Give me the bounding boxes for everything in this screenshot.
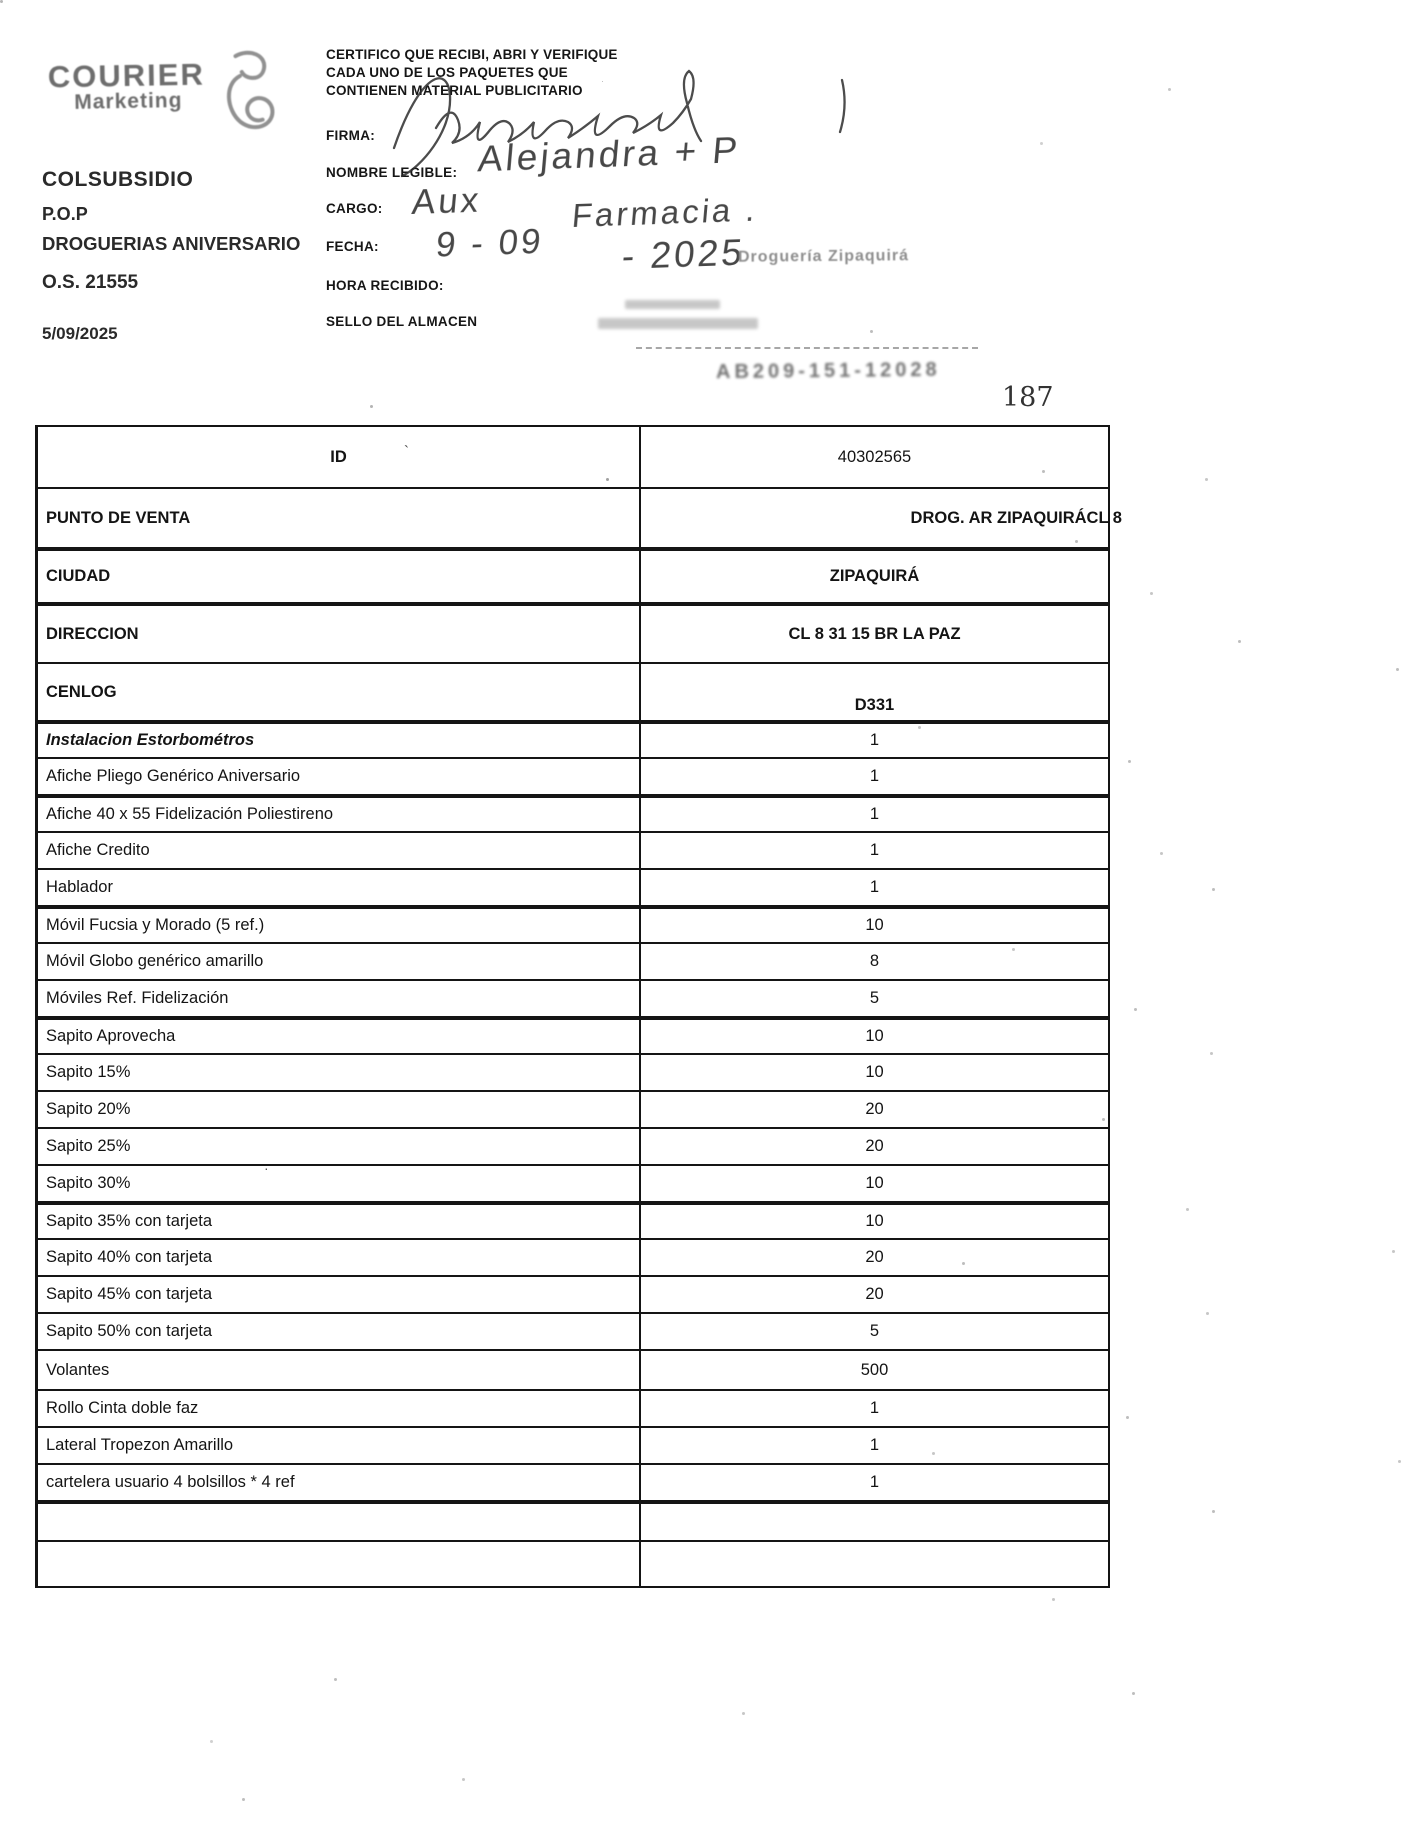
item-label: Volantes — [46, 1360, 110, 1379]
item-row — [38, 905, 1108, 942]
empty-cell — [38, 1542, 639, 1586]
item-qty: 8 — [639, 944, 1108, 979]
field-label-firma: FIRMA: — [326, 128, 376, 143]
item-qty: 20 — [639, 1092, 1108, 1127]
order-number: O.S. 21555 — [42, 272, 139, 293]
cert-line-2: CADA UNO DE LOS PAQUETES QUE — [326, 65, 568, 80]
item-qty: 5 — [639, 981, 1108, 1016]
item-row — [38, 1127, 1108, 1164]
item-label: Móvil Globo genérico amarillo — [46, 952, 264, 970]
item-row — [38, 1389, 1108, 1426]
scan-mark: ` — [404, 443, 409, 460]
item-row — [38, 979, 1108, 1016]
campaign-name: DROGUERIAS ANIVERSARIO — [42, 233, 301, 254]
info-value: D331 — [639, 664, 1108, 720]
field-label-nombre-legible: NOMBRE LEGIBLE: — [326, 165, 458, 180]
item-label: Móviles Ref. Fidelización — [46, 989, 229, 1007]
item-label: Rollo Cinta doble faz — [46, 1399, 199, 1417]
scan-specks — [0, 0, 3, 3]
empty-row — [38, 1500, 1108, 1540]
item-row — [38, 942, 1108, 979]
item-row — [38, 757, 1108, 794]
item-row — [38, 1201, 1108, 1238]
info-value: 40302565 — [639, 427, 1108, 487]
handwritten-cargo-farmacia: Farmacia . — [570, 190, 760, 235]
item-qty: 1 — [639, 759, 1108, 794]
info-label: PUNTO DE VENTA — [46, 508, 191, 527]
field-label-cargo: CARGO: — [326, 201, 383, 216]
item-row — [38, 720, 1108, 757]
item-label: cartelera usuario 4 bolsillos * 4 ref — [46, 1473, 295, 1491]
handwritten-nombre: Alejandra + P — [476, 129, 742, 180]
empty-cell — [38, 1504, 639, 1540]
faint-stamp-mark — [598, 318, 758, 329]
item-label: Sapito Aprovecha — [46, 1027, 176, 1045]
empty-cell — [639, 1504, 1108, 1540]
cert-line-3: CONTIENEN MATERIAL PUBLICITARIO — [326, 83, 583, 98]
item-qty: 10 — [639, 1055, 1108, 1090]
courier-marketing-logo — [48, 57, 206, 116]
item-label: Sapito 30% — [46, 1174, 131, 1192]
item-row — [38, 831, 1108, 868]
item-qty: 1 — [639, 1391, 1108, 1426]
info-value: CL 8 31 15 BR LA PAZ — [639, 606, 1108, 662]
item-label: Sapito 20% — [46, 1100, 131, 1118]
info-label: CIUDAD — [46, 567, 111, 585]
item-row — [38, 1463, 1108, 1500]
empty-cell — [639, 1542, 1108, 1586]
smudged-code-stamp: AB209-151-12028 — [715, 358, 941, 384]
info-row-ciudad — [38, 547, 1108, 602]
scan-mark: · — [264, 1160, 269, 1176]
item-row — [38, 1312, 1108, 1349]
item-label: Sapito 45% con tarjeta — [46, 1285, 213, 1303]
field-label-hora-recibido: HORA RECIBIDO: — [326, 278, 444, 293]
item-qty: 500 — [639, 1351, 1108, 1389]
client-name: COLSUBSIDIO — [42, 168, 194, 191]
dashed-separator — [636, 347, 978, 349]
info-label: CENLOG — [46, 682, 117, 701]
item-label: Sapito 40% con tarjeta — [46, 1248, 213, 1266]
item-label: Afiche Pliego Genérico Aniversario — [46, 767, 301, 785]
item-qty: 10 — [639, 1166, 1108, 1201]
item-qty: 5 — [639, 1314, 1108, 1349]
info-value: ZIPAQUIRÁ — [639, 551, 1108, 602]
item-qty: 1 — [639, 1428, 1108, 1463]
item-row — [38, 1164, 1108, 1201]
item-qty: 1 — [639, 724, 1108, 757]
page-number: 187 — [1002, 382, 1054, 413]
item-label: Lateral Tropezon Amarillo — [46, 1436, 234, 1454]
item-row — [38, 1238, 1108, 1275]
delivery-items-table — [35, 425, 1122, 1588]
item-qty: 1 — [639, 798, 1108, 831]
info-value: DROG. AR ZIPAQUIRÁCL 8 — [639, 489, 1122, 547]
item-label: Sapito 25% — [46, 1137, 131, 1155]
field-label-sello-almacen: SELLO DEL ALMACEN — [326, 314, 478, 329]
info-row-id — [38, 427, 1108, 487]
item-label: Sapito 50% con tarjeta — [46, 1322, 213, 1340]
item-label: Afiche Credito — [46, 841, 150, 859]
item-qty: 1 — [639, 1465, 1108, 1500]
item-label: Móvil Fucsia y Morado (5 ref.) — [46, 916, 265, 934]
faint-stamp-mark — [625, 300, 720, 309]
item-label: Hablador — [46, 878, 113, 896]
item-row — [38, 794, 1108, 831]
info-row-direccion — [38, 602, 1108, 662]
item-qty: 20 — [639, 1240, 1108, 1275]
item-label: Instalacion Estorbométros — [46, 731, 255, 749]
item-row — [38, 1275, 1108, 1312]
logo-text-marketing: Marketing — [74, 89, 183, 114]
handwritten-fecha-day: 9 - 09 — [434, 222, 546, 265]
handwritten-fecha-year: - 2025 — [620, 231, 747, 278]
item-row — [38, 1016, 1108, 1053]
item-label: Sapito 15% — [46, 1063, 131, 1081]
campaign-type: P.O.P — [42, 204, 88, 224]
item-row — [38, 1426, 1108, 1463]
document-date: 5/09/2025 — [42, 324, 118, 343]
info-row-punto-de-venta — [38, 487, 1122, 547]
empty-row — [38, 1540, 1108, 1586]
item-row — [38, 1053, 1108, 1090]
drogueria-stamp: Droguería Zipaquirá — [737, 247, 910, 266]
logo-text-courier: COURIER — [47, 56, 206, 95]
item-row — [38, 868, 1108, 905]
logo-ribbon-icon — [205, 49, 283, 142]
item-label: Sapito 35% con tarjeta — [46, 1212, 213, 1230]
item-qty: 20 — [639, 1129, 1108, 1164]
item-qty: 20 — [639, 1277, 1108, 1312]
item-row — [38, 1090, 1108, 1127]
item-label: Afiche 40 x 55 Fidelización Poliestireno — [46, 805, 334, 823]
info-label: ID — [330, 447, 347, 466]
info-row-cenlog — [38, 662, 1108, 720]
item-qty: 10 — [639, 1020, 1108, 1053]
item-qty: 1 — [639, 870, 1108, 905]
item-qty: 1 — [639, 833, 1108, 868]
item-row — [38, 1349, 1108, 1389]
item-qty: 10 — [639, 909, 1108, 942]
info-label: DIRECCION — [46, 624, 139, 643]
handwritten-cargo-aux: Aux — [410, 180, 484, 223]
item-qty: 10 — [639, 1205, 1108, 1238]
field-label-fecha: FECHA: — [326, 239, 379, 254]
cert-line-1: CERTIFICO QUE RECIBI, ABRI Y VERIFIQUE — [326, 47, 618, 62]
